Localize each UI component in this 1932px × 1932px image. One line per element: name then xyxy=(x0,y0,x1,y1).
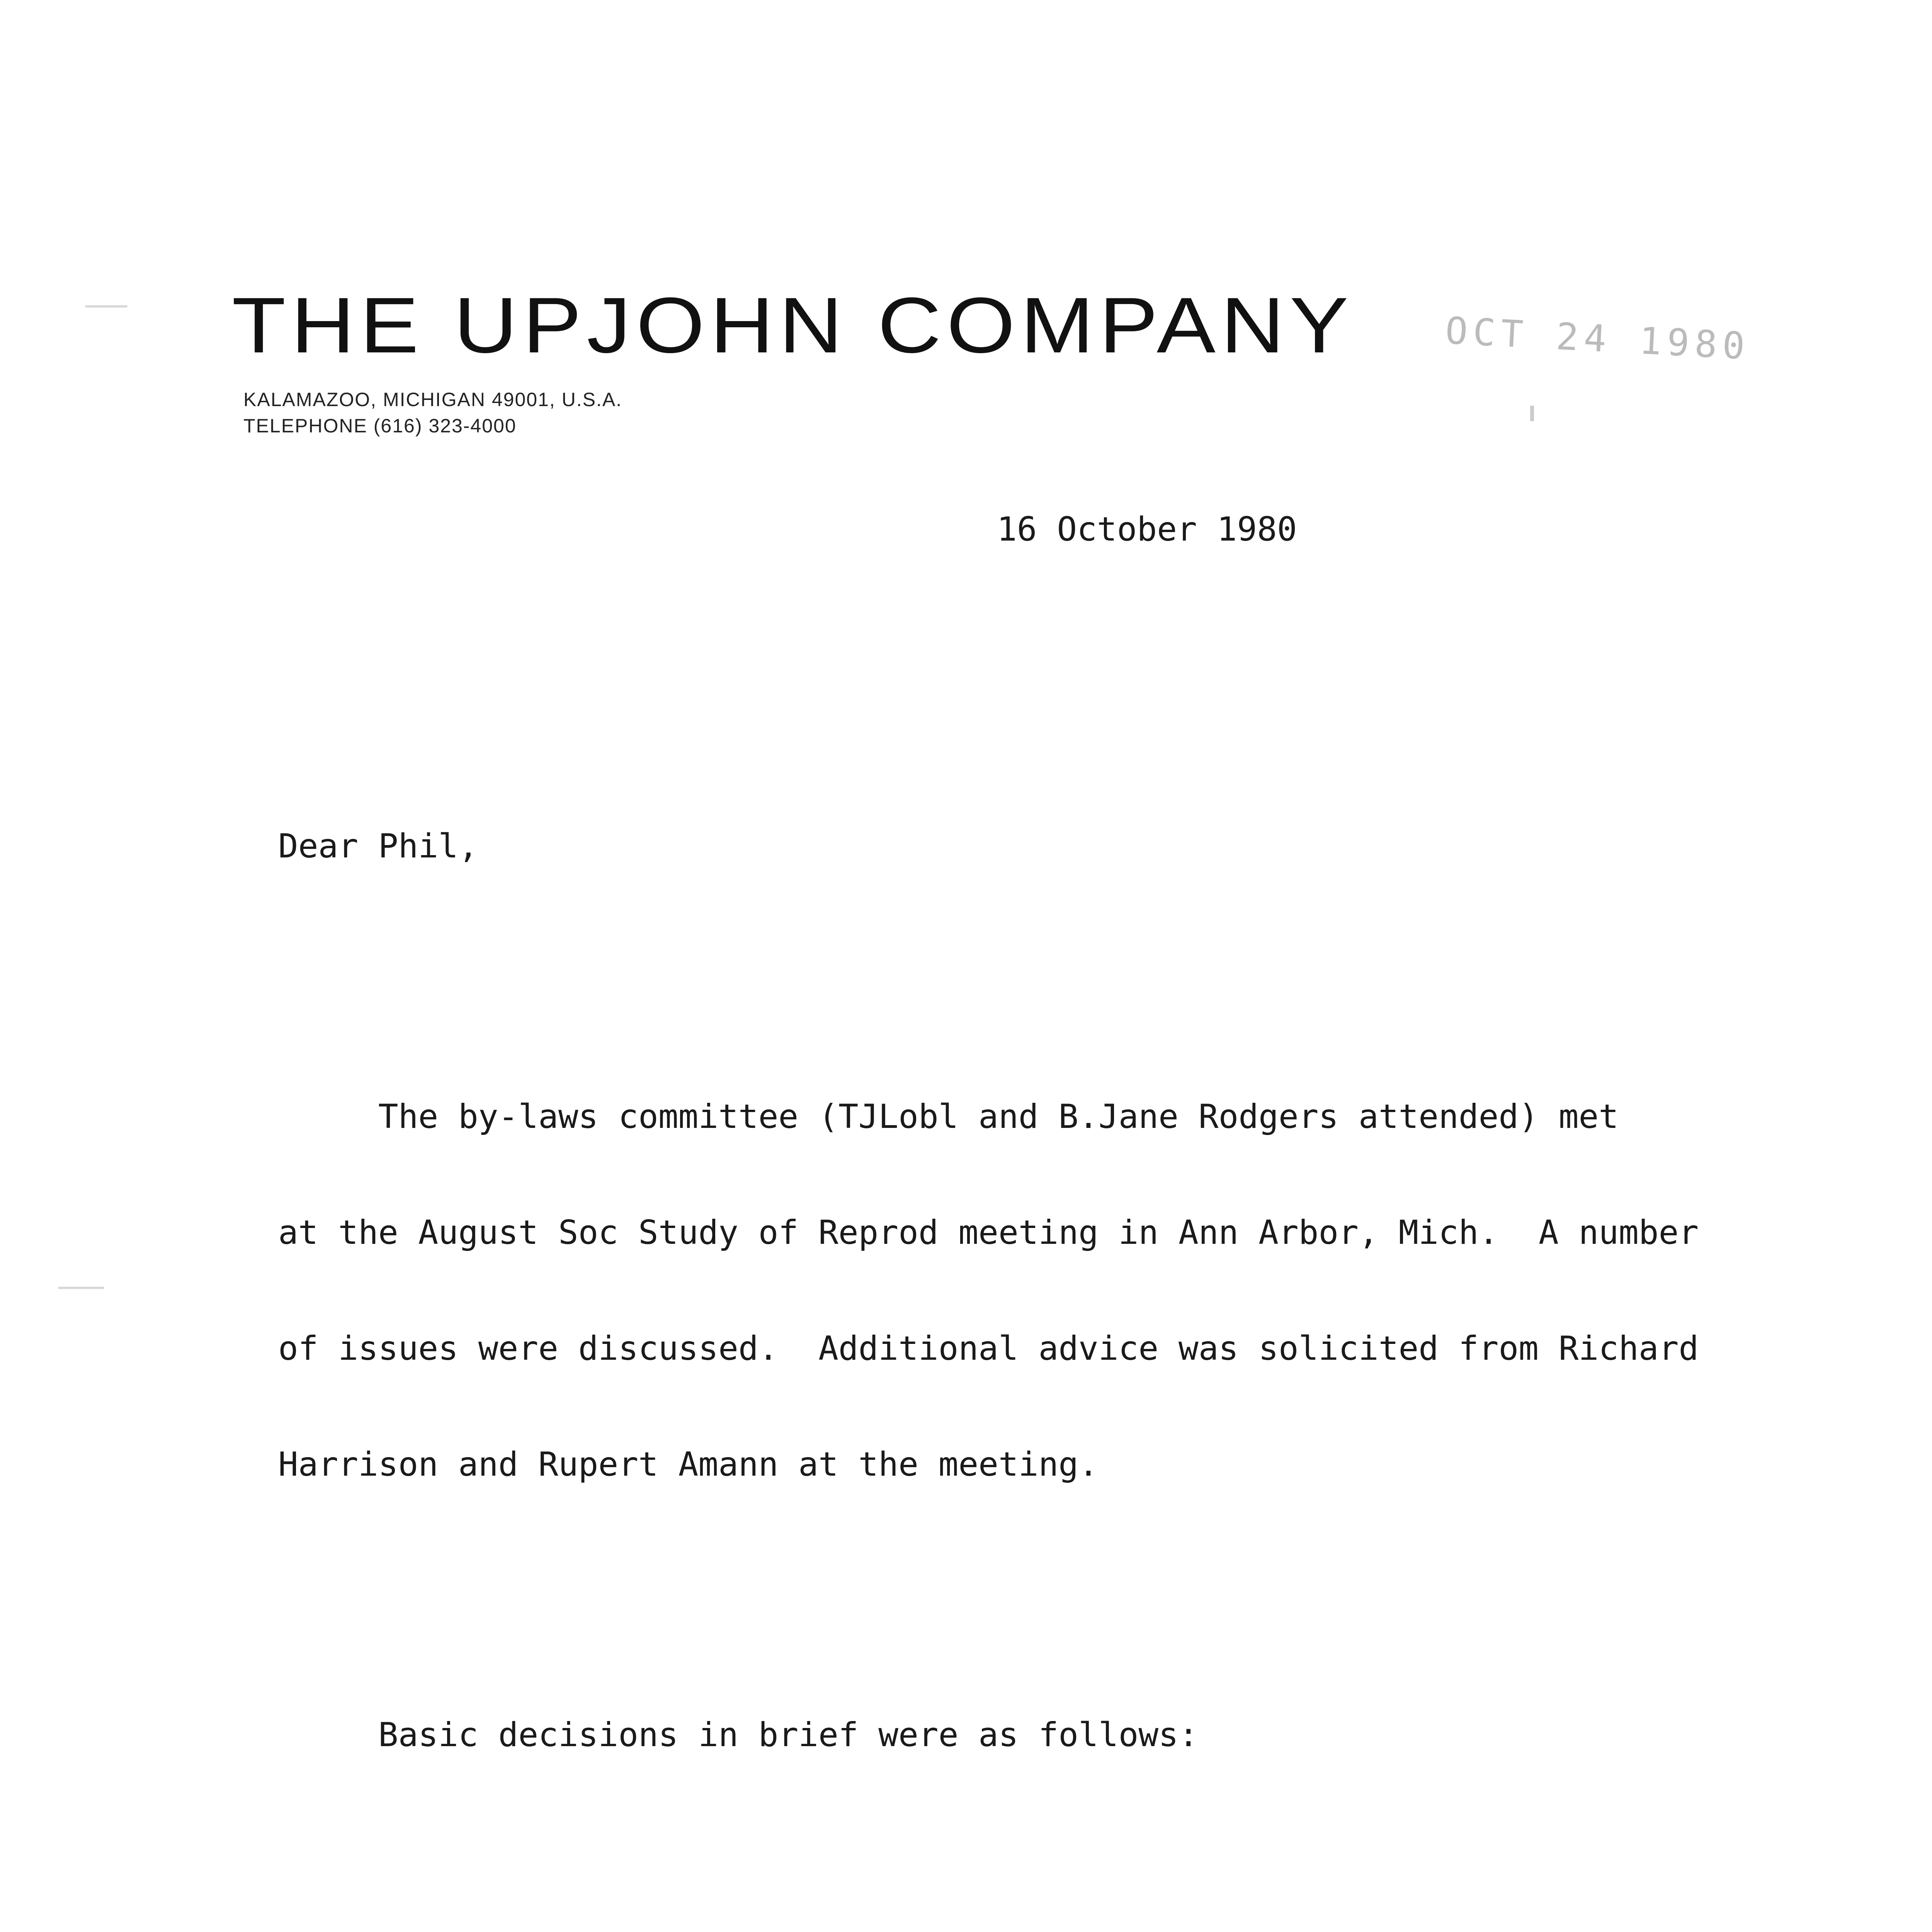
stamp-mark xyxy=(1530,406,1534,421)
scan-margin-mark xyxy=(58,1287,104,1289)
decisions-intro: Basic decisions in brief were as follows: xyxy=(278,1716,1199,1754)
paragraph1-line: at the August Soc Study of Reprod meeting in Ann Arbor, Mich. A number xyxy=(278,1213,1699,1252)
company-address: KALAMAZOO, MICHIGAN 49001, U.S.A. xyxy=(243,389,622,410)
paragraph1-line: of issues were discussed. Additional advice was solicited from Richard xyxy=(278,1329,1699,1368)
scan-margin-mark xyxy=(85,305,128,308)
company-letterhead: THE UPJOHN COMPANY xyxy=(232,281,1354,369)
letter-body xyxy=(278,750,1932,1932)
company-address-block xyxy=(243,386,622,439)
salutation: Dear Phil, xyxy=(278,827,478,866)
paragraph1-line: Harrison and Rupert Amann at the meeting. xyxy=(278,1445,1099,1484)
company-telephone: TELEPHONE (616) 323-4000 xyxy=(243,415,517,437)
received-date-stamp: OCT 24 1980 xyxy=(1444,309,1752,368)
paragraph1-line: The by-laws committee (TJLobl and B.Jane Rodgers attended) met xyxy=(278,1097,1619,1136)
letter-date: 16 October 1980 xyxy=(997,510,1297,549)
